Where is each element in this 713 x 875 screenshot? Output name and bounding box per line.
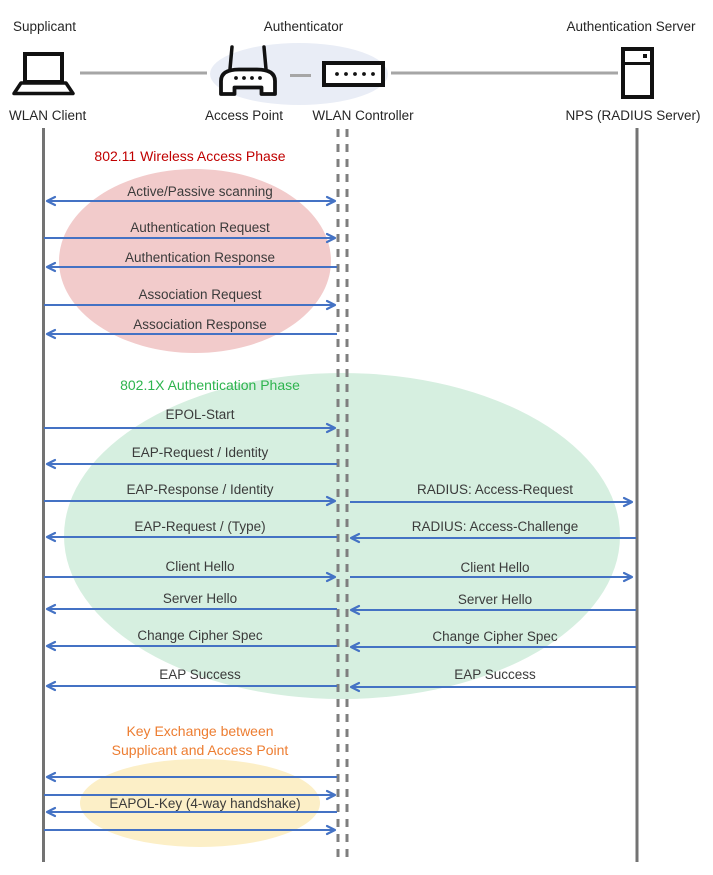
message-authentication-response: Authentication Response	[124, 250, 276, 265]
phase1-title: 802.11 Wireless Access Phase	[94, 148, 286, 164]
message-client-hello-right: Client Hello	[460, 560, 530, 575]
message-epol-start: EPOL-Start	[165, 407, 235, 422]
message-eap-success-left: EAP Success	[159, 667, 241, 682]
message-eap-request-identity: EAP-Request / Identity	[131, 445, 269, 460]
server-icon	[623, 49, 652, 97]
message-eap-response-identity: EAP-Response / Identity	[126, 482, 274, 497]
wlan-client-label: WLAN Client	[9, 108, 87, 123]
phase3-title-line2: Supplicant and Access Point	[111, 742, 289, 758]
access-point-label: Access Point	[204, 108, 284, 123]
phase3-title-line1: Key Exchange between	[126, 723, 274, 739]
message-client-hello-left: Client Hello	[165, 559, 235, 574]
message-change-cipher-spec-right: Change Cipher Spec	[432, 629, 558, 644]
message-radius-access-request: RADIUS: Access-Request	[416, 482, 574, 497]
message-eap-request-type: EAP-Request / (Type)	[134, 519, 266, 534]
message-association-request: Association Request	[138, 287, 262, 302]
message-association-response: Association Response	[133, 317, 267, 332]
message-eap-success-right: EAP Success	[454, 667, 536, 682]
wlan-controller-icon	[324, 63, 383, 85]
phase2-title: 802.1X Authentication Phase	[120, 377, 300, 393]
nps-radius-server-label: NPS (RADIUS Server)	[565, 108, 701, 123]
message-server-hello-right: Server Hello	[457, 592, 533, 607]
message-eapol-key: EAPOL-Key (4-way handshake)	[109, 796, 301, 811]
laptop-icon	[14, 54, 73, 94]
message-server-hello-left: Server Hello	[162, 591, 238, 606]
message-radius-access-challenge: RADIUS: Access-Challenge	[411, 519, 579, 534]
authenticator-role-label: Authenticator	[263, 19, 344, 34]
wlan-controller-label: WLAN Controller	[312, 108, 414, 123]
message-authentication-request: Authentication Request	[130, 220, 270, 235]
message-change-cipher-spec-left: Change Cipher Spec	[137, 628, 263, 643]
supplicant-role-label: Supplicant	[13, 19, 77, 34]
message-active-passive-scanning: Active/Passive scanning	[127, 184, 273, 199]
authentication-server-role-label: Authentication Server	[566, 19, 696, 34]
